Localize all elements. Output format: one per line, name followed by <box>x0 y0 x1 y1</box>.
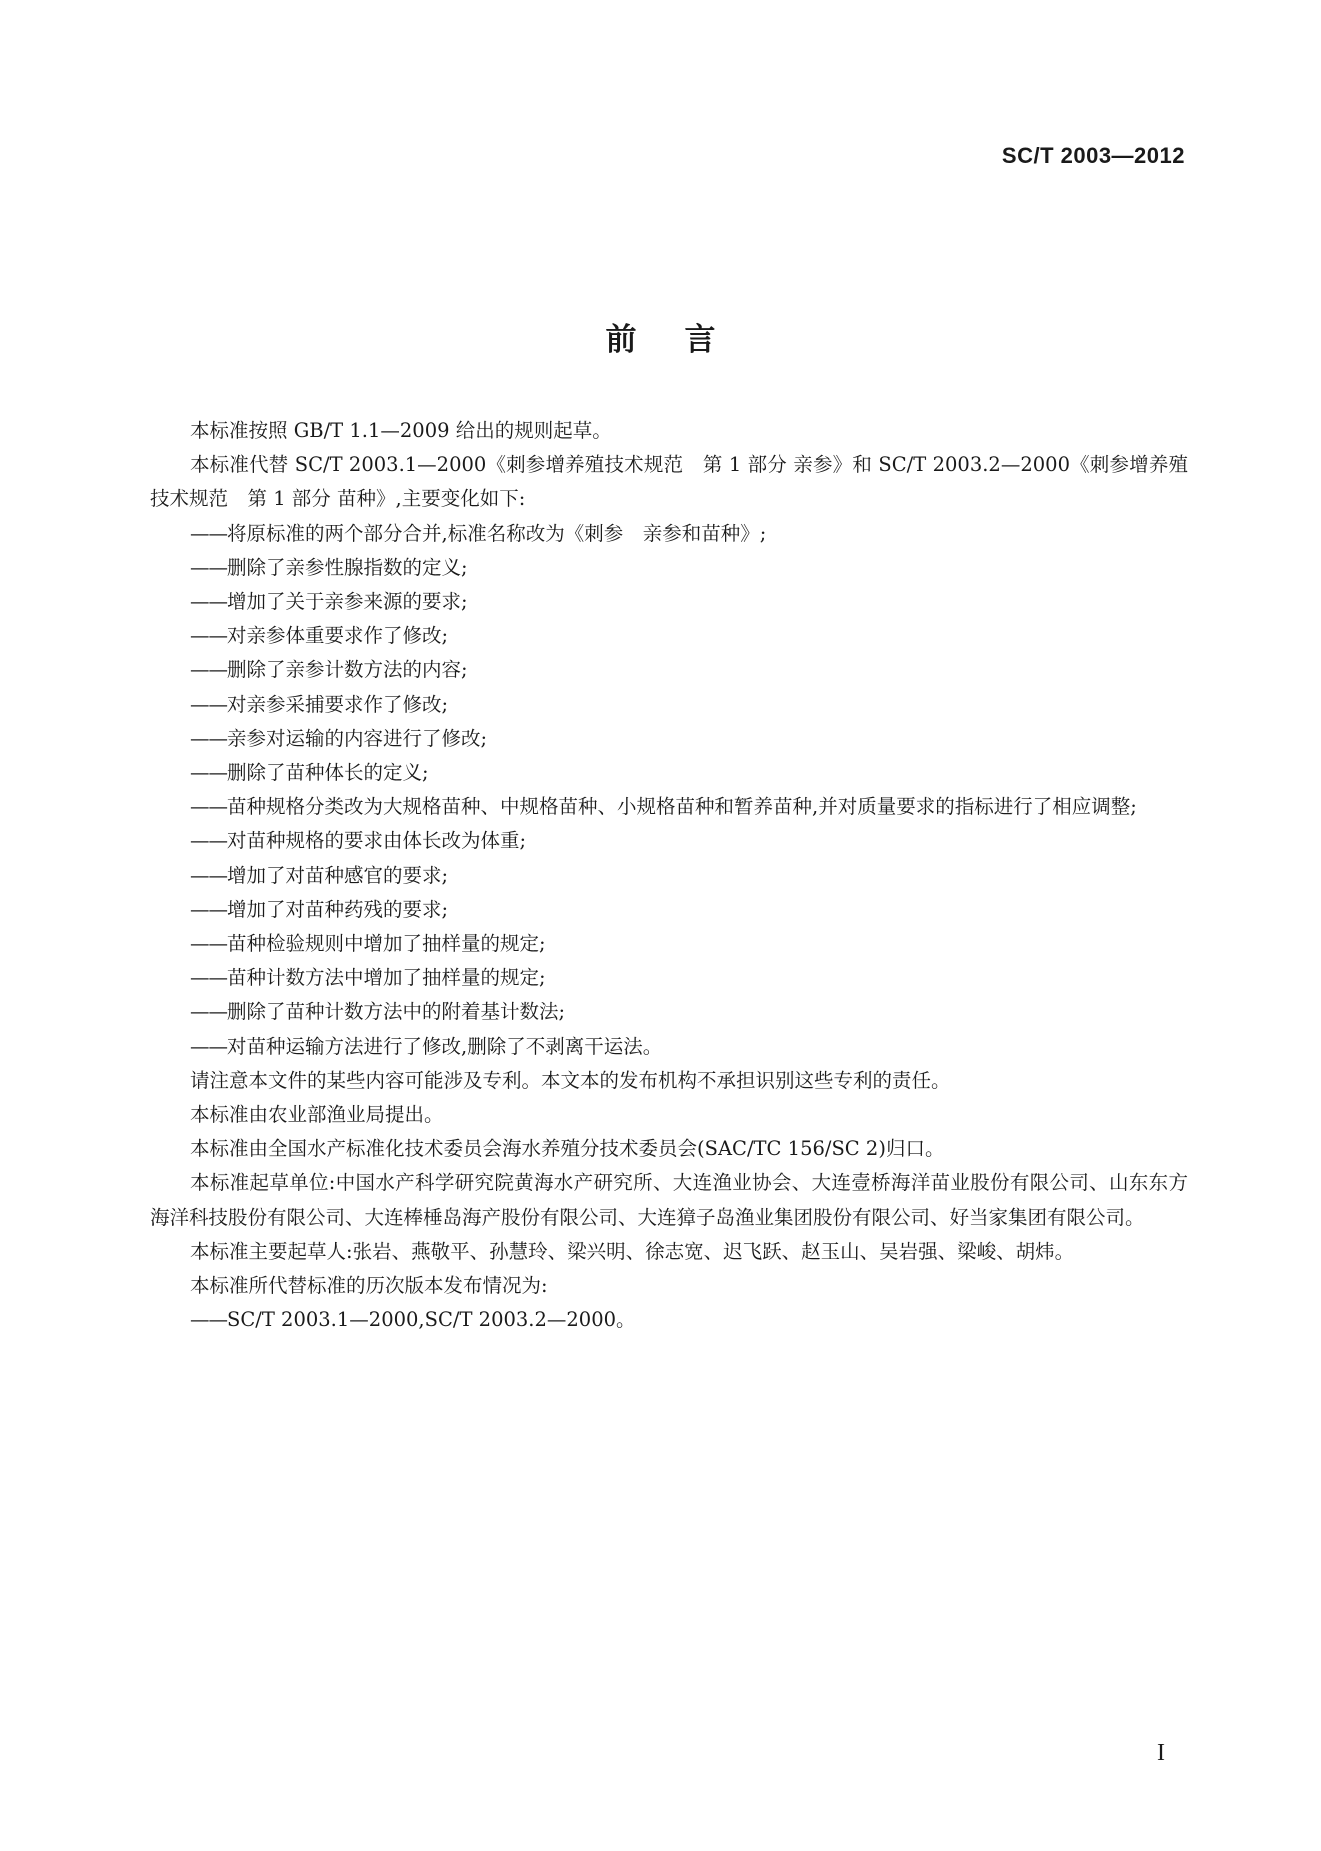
foreword-body <box>150 414 1188 1337</box>
dash-mark: —— <box>190 795 227 819</box>
dash-mark: —— <box>190 1000 227 1024</box>
list-item <box>150 756 1188 790</box>
list-item-text: 删除了苗种计数方法中的附着基计数法; <box>227 1000 566 1024</box>
paragraph: 请注意本文件的某些内容可能涉及专利。本文本的发布机构不承担识别这些专利的责任。 <box>190 1068 951 1092</box>
list-item <box>150 653 1188 687</box>
paragraph: 本标准起草单位:中国水产科学研究院黄海水产研究所、大连渔业协会、大连壹桥海洋苗业股份有限公司、山东东方海洋科技股份有限公司、大连棒棰岛海产股份有限公司、大连獐子岛渔业集团股份有限公司、好当家集团有限公司。 <box>150 1171 1188 1229</box>
dash-mark: —— <box>190 1034 227 1058</box>
list-item <box>150 790 1188 824</box>
dash-mark: —— <box>190 658 227 682</box>
dash-mark: —— <box>190 1308 227 1332</box>
changes-list <box>150 517 1188 1064</box>
list-item-text: 删除了亲参计数方法的内容; <box>227 658 468 682</box>
standard-code: SC/T 2003—2012 <box>1001 143 1185 168</box>
list-item-text: 对苗种规格的要求由体长改为体重; <box>227 829 527 853</box>
list-item <box>150 927 1188 961</box>
paragraph: 本标准所代替标准的历次版本发布情况为: <box>190 1274 548 1298</box>
dash-mark: —— <box>190 829 227 853</box>
list-item-text: SC/T 2003.1—2000,SC/T 2003.2—2000。 <box>227 1308 636 1332</box>
list-item <box>150 722 1188 756</box>
list-item-text: 删除了亲参性腺指数的定义; <box>227 555 468 579</box>
list-item <box>150 1303 1188 1337</box>
list-item <box>150 585 1188 619</box>
list-item <box>150 859 1188 893</box>
list-item-text: 苗种规格分类改为大规格苗种、中规格苗种、小规格苗种和暂养苗种,并对质量要求的指标进行了相应调整; <box>227 795 1137 819</box>
list-item <box>150 517 1188 551</box>
paragraph: 本标准代替 SC/T 2003.1—2000《刺参增养殖技术规范 第 1 部分 亲参》和 SC/T 2003.2—2000《刺参增养殖技术规范 第 1 部分 苗种》,主要变化如下: <box>150 453 1188 511</box>
list-item <box>150 961 1188 995</box>
dash-mark: —— <box>190 897 227 921</box>
list-item-text: 对亲参采捕要求作了修改; <box>227 692 449 716</box>
list-item <box>150 893 1188 927</box>
paragraph: 本标准按照 GB/T 1.1—2009 给出的规则起草。 <box>190 419 612 442</box>
page-title: 前言 <box>605 322 764 358</box>
list-item <box>150 824 1188 858</box>
dash-mark: —— <box>190 932 227 956</box>
dash-mark: —— <box>190 624 227 648</box>
list-item-text: 增加了对苗种感官的要求; <box>227 863 449 887</box>
list-item <box>150 551 1188 585</box>
paragraph: 本标准由农业部渔业局提出。 <box>190 1103 444 1127</box>
list-item-text: 苗种计数方法中增加了抽样量的规定; <box>227 966 546 990</box>
paragraph: 本标准由全国水产标准化技术委员会海水养殖分技术委员会(SAC/TC 156/SC 2)归口。 <box>190 1137 945 1161</box>
dash-mark: —— <box>190 555 227 579</box>
list-item <box>150 619 1188 653</box>
dash-mark: —— <box>190 761 227 785</box>
dash-mark: —— <box>190 692 227 716</box>
list-item-text: 增加了对苗种药残的要求; <box>227 897 449 921</box>
dash-mark: —— <box>190 966 227 990</box>
list-item <box>150 688 1188 722</box>
dash-mark: —— <box>190 726 227 750</box>
list-item-text: 对苗种运输方法进行了修改,删除了不剥离干运法。 <box>227 1034 663 1058</box>
page-number: I <box>1157 1740 1165 1766</box>
paragraph: 本标准主要起草人:张岩、燕敬平、孙慧玲、梁兴明、徐志宽、迟飞跃、赵玉山、吴岩强、梁峻、胡炜。 <box>190 1239 1075 1263</box>
list-item-text: 增加了关于亲参来源的要求; <box>227 590 468 614</box>
list-item-text: 对亲参体重要求作了修改; <box>227 624 449 648</box>
list-item <box>150 995 1188 1029</box>
list-item-text: 苗种检验规则中增加了抽样量的规定; <box>227 932 546 956</box>
list-item-text: 删除了苗种体长的定义; <box>227 761 429 785</box>
dash-mark: —— <box>190 590 227 614</box>
list-item <box>150 1030 1188 1064</box>
dash-mark: —— <box>190 521 227 545</box>
dash-mark: —— <box>190 863 227 887</box>
list-item-text: 亲参对运输的内容进行了修改; <box>227 726 488 750</box>
list-item-text: 将原标准的两个部分合并,标准名称改为《刺参 亲参和苗种》; <box>227 521 767 545</box>
